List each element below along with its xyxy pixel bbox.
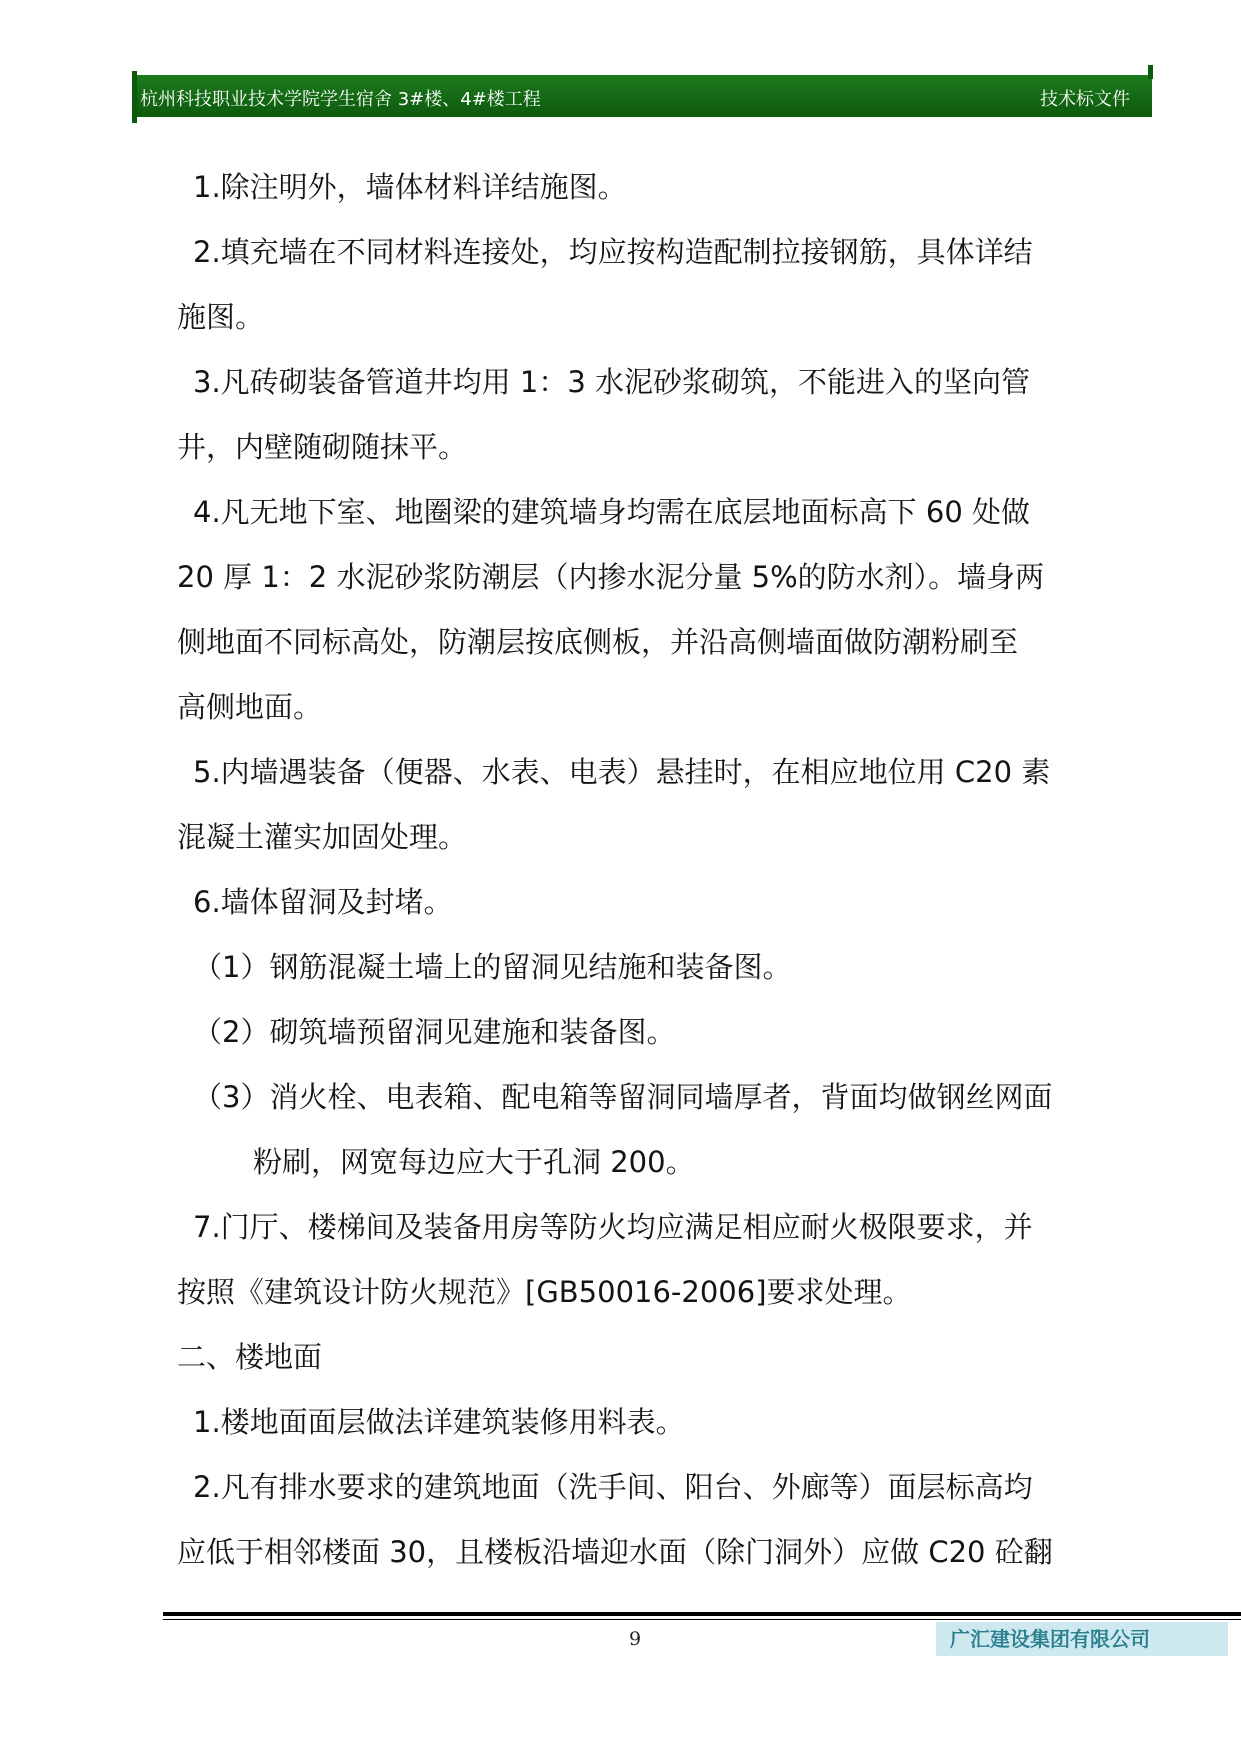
body-line: 5.内墙遇装备（便器、水表、电表）悬挂时，在相应地位用 C20 素 xyxy=(193,755,1051,789)
header-document-type: 技术标文件 xyxy=(1040,89,1130,110)
body-line: 3.凡砖砌装备管道井均用 1：3 水泥砂浆砌筑，不能进入的坚向管 xyxy=(193,365,1031,399)
body-line: 2.凡有排水要求的建筑地面（洗手间、阳台、外廊等）面层标高均 xyxy=(193,1470,1033,1504)
footer-rule-thin xyxy=(163,1619,1241,1620)
header-left-mark xyxy=(132,71,137,123)
company-name: 广汇建设集团有限公司 xyxy=(936,1622,1228,1656)
page-header xyxy=(134,75,1152,117)
body-line: 6.墙体留洞及封堵。 xyxy=(193,885,453,919)
body-line: 混凝土灌实加固处理。 xyxy=(177,820,468,854)
body-line: 20 厚 1：2 水泥砂浆防潮层（内掺水泥分量 5%的防水剂）。墙身两 xyxy=(177,560,1045,594)
body-line: 侧地面不同标高处，防潮层按底侧板，并沿高侧墙面做防潮粉刷至 xyxy=(177,625,1019,659)
footer-rule xyxy=(163,1612,1241,1616)
body-line: （3）消火栓、电表箱、配电箱等留洞同墙厚者，背面均做钢丝网面 xyxy=(193,1080,1053,1114)
body-line: 按照《建筑设计防火规范》[GB50016-2006]要求处理。 xyxy=(177,1275,912,1309)
header-right-mark xyxy=(1148,65,1153,79)
body-line: （1）钢筋混凝土墙上的留洞见结施和装备图。 xyxy=(193,950,792,984)
body-line: 高侧地面。 xyxy=(177,690,323,724)
body-line: 2.填充墙在不同材料连接处，均应按构造配制拉接钢筋，具体详结 xyxy=(193,235,1033,269)
body-line: 1.楼地面面层做法详建筑装修用料表。 xyxy=(193,1405,685,1439)
body-line: （2）砌筑墙预留洞见建施和装备图。 xyxy=(193,1015,676,1049)
body-line: 应低于相邻楼面 30，且楼板沿墙迎水面（除门洞外）应做 C20 砼翻 xyxy=(177,1535,1053,1569)
document-body xyxy=(177,155,1092,1585)
body-line: 施图。 xyxy=(177,300,265,334)
body-line: 1.除注明外，墙体材料详结施图。 xyxy=(193,170,627,204)
body-line: 粉刷，网宽每边应大于孔洞 200。 xyxy=(253,1145,695,1179)
page-number: 9 xyxy=(628,1628,642,1650)
body-line: 井，内壁随砌随抹平。 xyxy=(177,430,468,464)
header-project-title: 杭州科技职业技术学院学生宿舍 3#楼、4#楼工程 xyxy=(140,89,541,110)
body-line: 二、楼地面 xyxy=(177,1340,323,1374)
body-line: 4.凡无地下室、地圈梁的建筑墙身均需在底层地面标高下 60 处做 xyxy=(193,495,1031,529)
body-line: 7.门厅、楼梯间及装备用房等防火均应满足相应耐火极限要求，并 xyxy=(193,1210,1033,1244)
